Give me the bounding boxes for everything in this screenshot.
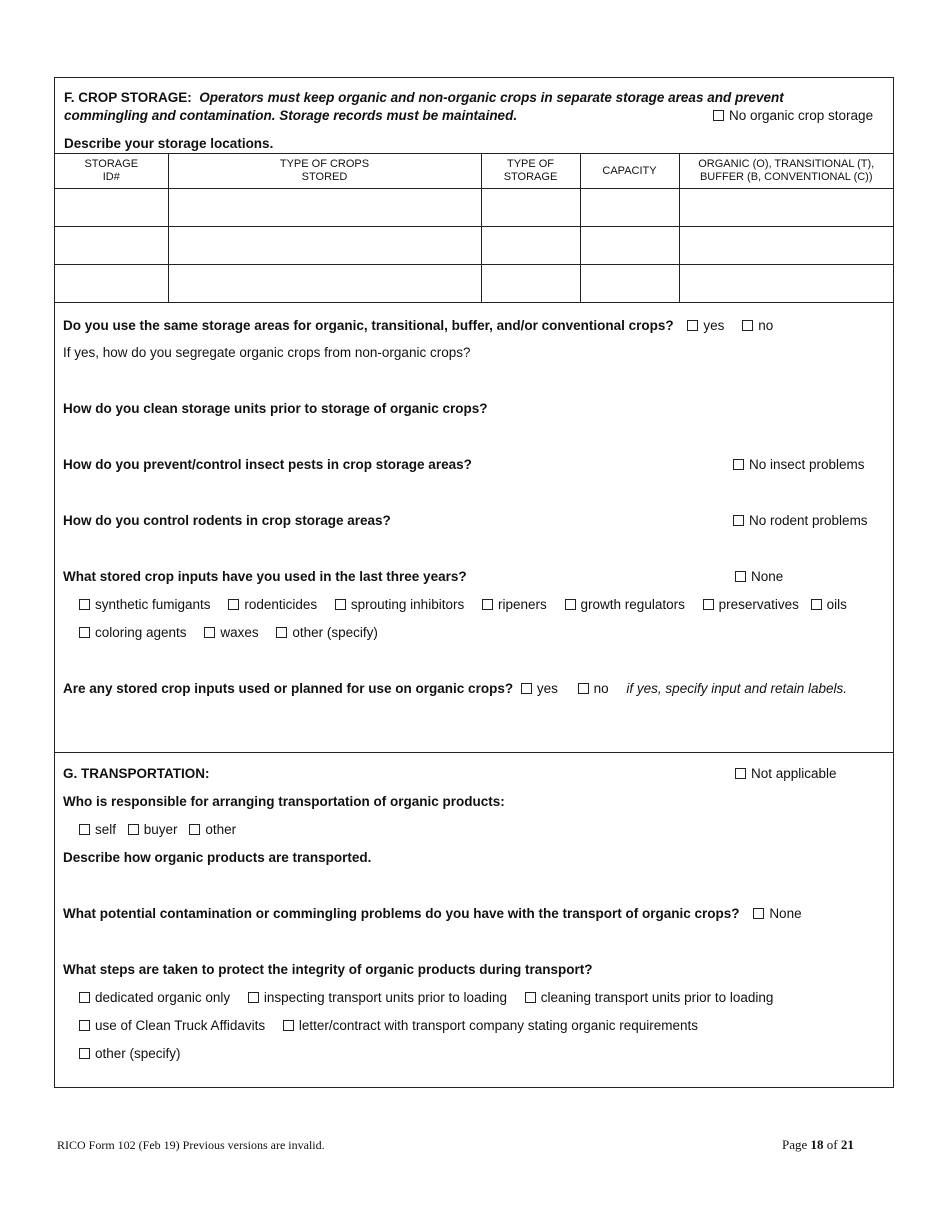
inputs-organic-no-checkbox[interactable]	[578, 683, 589, 694]
col-header-line: TYPE OF	[506, 158, 555, 170]
no-rodent-option[interactable]	[733, 513, 868, 528]
option-label: cleaning transport units prior to loading	[540, 990, 774, 1005]
input-option-coloring-agents[interactable]	[79, 625, 187, 640]
same-storage-question	[63, 318, 773, 333]
same-storage-no-checkbox[interactable]	[742, 320, 753, 331]
segregate-question: If yes, how do you segregate organic crops from non-organic crops?	[63, 345, 471, 360]
col-header-line: STORED	[301, 171, 348, 183]
no-organic-storage-label: No organic crop storage	[729, 108, 874, 123]
col-header-status	[679, 154, 893, 189]
no-insect-option[interactable]	[733, 457, 865, 472]
option-label: inspecting transport units prior to loading	[263, 990, 507, 1005]
col-header-capacity	[580, 154, 679, 189]
option-label: preservatives	[718, 597, 799, 612]
col-header-line: ORGANIC (O), TRANSITIONAL (T),	[698, 158, 875, 170]
input-option-oils[interactable]	[811, 597, 847, 612]
col-header-storage-type	[481, 154, 580, 189]
option-label: coloring agents	[95, 625, 187, 640]
table-cell-input[interactable]	[679, 189, 893, 227]
contamination-question	[63, 906, 802, 921]
col-header-storage-id	[55, 154, 168, 189]
step-option-other[interactable]	[79, 1046, 181, 1061]
table-row	[55, 189, 893, 227]
inputs-organic-yes-checkbox[interactable]	[521, 683, 532, 694]
inputs-organic-question	[63, 681, 847, 696]
inputs-none-checkbox[interactable]	[735, 571, 746, 582]
same-storage-yes-label: yes	[703, 318, 725, 333]
same-storage-no-label: no	[758, 318, 774, 333]
describe-transport-question: Describe how organic products are transported.	[63, 850, 372, 865]
not-applicable-checkbox[interactable]	[735, 768, 746, 779]
inputs-options-row1	[79, 597, 847, 612]
describe-storage-label: Describe your storage locations.	[64, 136, 274, 151]
crop-storage-heading-line1	[64, 90, 784, 105]
other-step-checkbox[interactable]	[79, 1048, 90, 1059]
crop-storage-heading: F. CROP STORAGE:	[64, 90, 192, 105]
responsible-options	[79, 822, 236, 837]
buyer-checkbox[interactable]	[128, 824, 139, 835]
table-cell-input[interactable]	[580, 265, 679, 303]
input-option-growth-regulators[interactable]	[565, 597, 685, 612]
col-header-line: STORAGE	[84, 158, 139, 170]
dedicated-checkbox[interactable]	[79, 992, 90, 1003]
self-checkbox[interactable]	[79, 824, 90, 835]
other-input-checkbox[interactable]	[276, 627, 287, 638]
table-row	[55, 227, 893, 265]
table-row	[55, 265, 893, 303]
same-storage-question-text: Do you use the same storage areas for organic, transitional, buffer, and/or conventional crops?	[63, 318, 674, 333]
coloring-agents-checkbox[interactable]	[79, 627, 90, 638]
inputs-organic-note: if yes, specify input and retain labels.	[626, 681, 848, 696]
input-option-ripeners[interactable]	[482, 597, 547, 612]
option-label: ripeners	[497, 597, 547, 612]
col-header-line: TYPE OF CROPS	[279, 158, 370, 170]
option-label: synthetic fumigants	[95, 597, 211, 612]
input-option-sprouting-inhibitors[interactable]	[335, 597, 464, 612]
contamination-none-checkbox[interactable]	[753, 908, 764, 919]
responsible-option-self[interactable]	[79, 822, 116, 837]
no-insect-label: No insect problems	[749, 457, 865, 472]
ripeners-checkbox[interactable]	[482, 599, 493, 610]
responsible-option-buyer[interactable]	[128, 822, 178, 837]
not-applicable-label: Not applicable	[751, 766, 837, 781]
col-header-line: STORAGE	[503, 171, 558, 183]
col-header-line: ID#	[102, 171, 120, 183]
input-option-synthetic-fumigants[interactable]	[79, 597, 211, 612]
responsible-question: Who is responsible for arranging transportation of organic products:	[63, 794, 505, 809]
section-divider	[55, 752, 893, 753]
inputs-none-label: None	[751, 569, 784, 584]
no-insect-checkbox[interactable]	[733, 459, 744, 470]
page-number	[782, 1137, 854, 1153]
contamination-none-label: None	[769, 906, 802, 921]
no-organic-storage-checkbox[interactable]	[713, 110, 724, 121]
synthetic-fumigants-checkbox[interactable]	[79, 599, 90, 610]
sprouting-inhibitors-checkbox[interactable]	[335, 599, 346, 610]
waxes-checkbox[interactable]	[204, 627, 215, 638]
steps-options-row1	[79, 990, 773, 1005]
col-header-line: CAPACITY	[602, 164, 657, 177]
table-cell-input[interactable]	[168, 265, 481, 303]
step-option-inspecting[interactable]	[248, 990, 507, 1005]
same-storage-yes-checkbox[interactable]	[687, 320, 698, 331]
inputs-organic-yes-option[interactable]	[521, 681, 558, 696]
other-responsible-checkbox[interactable]	[189, 824, 200, 835]
inputs-none-option[interactable]	[735, 569, 783, 584]
growth-regulators-checkbox[interactable]	[565, 599, 576, 610]
inputs-question: What stored crop inputs have you used in the last three years?	[63, 569, 467, 584]
table-cell-input[interactable]	[580, 189, 679, 227]
page-current: 18	[810, 1137, 824, 1152]
table-cell-input[interactable]	[481, 265, 580, 303]
no-organic-storage-option[interactable]	[713, 108, 873, 123]
table-cell-input[interactable]	[580, 227, 679, 265]
col-header-crop-type	[168, 154, 481, 189]
no-rodent-checkbox[interactable]	[733, 515, 744, 526]
affidavits-checkbox[interactable]	[79, 1020, 90, 1031]
option-label: buyer	[143, 822, 178, 837]
steps-options-row3	[79, 1046, 181, 1061]
clean-question: How do you clean storage units prior to storage of organic crops?	[63, 401, 488, 416]
option-label: waxes	[220, 625, 259, 640]
option-label: sprouting inhibitors	[350, 597, 465, 612]
transportation-heading: G. TRANSPORTATION:	[63, 766, 210, 781]
option-label: growth regulators	[580, 597, 685, 612]
table-cell-input[interactable]	[481, 189, 580, 227]
same-storage-yes-option[interactable]	[687, 318, 724, 333]
option-label: use of Clean Truck Affidavits	[95, 1018, 266, 1033]
option-label: letter/contract with transport company stating organic requirements	[298, 1018, 699, 1033]
inspecting-checkbox[interactable]	[248, 992, 259, 1003]
form-frame	[54, 77, 894, 1088]
rodent-question: How do you control rodents in crop storage areas?	[63, 513, 391, 528]
contamination-none-option[interactable]	[753, 906, 801, 921]
table-cell-input[interactable]	[481, 227, 580, 265]
table-cell-input[interactable]	[55, 189, 168, 227]
input-option-rodenticides[interactable]	[228, 597, 317, 612]
no-rodent-label: No rodent problems	[749, 513, 868, 528]
input-option-other[interactable]	[276, 625, 378, 640]
col-header-line: BUFFER (B, CONVENTIONAL (C))	[699, 171, 873, 183]
steps-question: What steps are taken to protect the integrity of organic products during transport?	[63, 962, 593, 977]
rodenticides-checkbox[interactable]	[228, 599, 239, 610]
option-label: oils	[826, 597, 847, 612]
steps-options-row2	[79, 1018, 698, 1033]
crop-storage-intro-line2: commingling and contamination. Storage records must be maintained.	[64, 108, 518, 123]
input-option-preservatives[interactable]	[703, 597, 799, 612]
table-cell-input[interactable]	[55, 265, 168, 303]
storage-table-header-row	[55, 154, 893, 189]
letter-contract-checkbox[interactable]	[283, 1020, 294, 1031]
option-label: other	[205, 822, 237, 837]
page-prefix: Page	[782, 1137, 811, 1152]
option-label: self	[95, 822, 117, 837]
step-option-dedicated[interactable]	[79, 990, 230, 1005]
form-id-footer: RICO Form 102 (Feb 19) Previous versions are invalid.	[57, 1138, 325, 1152]
preservatives-checkbox[interactable]	[703, 599, 714, 610]
table-cell-input[interactable]	[168, 227, 481, 265]
table-cell-input[interactable]	[679, 227, 893, 265]
option-label: rodenticides	[244, 597, 318, 612]
inputs-organic-question-text: Are any stored crop inputs used or planned for use on organic crops?	[63, 681, 514, 696]
table-cell-input[interactable]	[168, 189, 481, 227]
crop-storage-intro-line1: Operators must keep organic and non-organic crops in separate storage areas and prevent	[199, 90, 784, 105]
inputs-organic-yes-label: yes	[536, 681, 558, 696]
inputs-organic-no-option[interactable]	[578, 681, 609, 696]
oils-checkbox[interactable]	[811, 599, 822, 610]
not-applicable-option[interactable]	[735, 766, 837, 781]
input-option-waxes[interactable]	[204, 625, 258, 640]
same-storage-no-option[interactable]	[742, 318, 773, 333]
storage-table	[55, 153, 893, 303]
option-label: other (specify)	[292, 625, 378, 640]
cleaning-checkbox[interactable]	[525, 992, 536, 1003]
inputs-organic-no-label: no	[593, 681, 609, 696]
step-option-affidavits[interactable]	[79, 1018, 265, 1033]
table-cell-input[interactable]	[55, 227, 168, 265]
inputs-options-row2	[79, 625, 378, 640]
contamination-question-text: What potential contamination or commingling problems do you have with the transport of organic crops?	[63, 906, 740, 921]
option-label: dedicated organic only	[95, 990, 231, 1005]
page-total: 21	[840, 1137, 854, 1152]
insect-question: How do you prevent/control insect pests in crop storage areas?	[63, 457, 472, 472]
table-cell-input[interactable]	[679, 265, 893, 303]
page-of: of	[823, 1137, 841, 1152]
responsible-option-other[interactable]	[189, 822, 236, 837]
option-label: other (specify)	[95, 1046, 181, 1061]
step-option-cleaning[interactable]	[525, 990, 774, 1005]
step-option-letter-contract[interactable]	[283, 1018, 698, 1033]
